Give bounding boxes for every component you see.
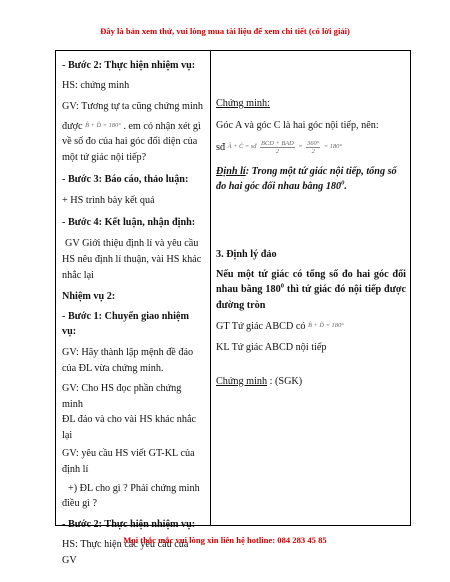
gv-converse-line1: GV: Hãy thành lập mệnh đề đảo	[62, 346, 194, 358]
gv-read-line1: GV: Cho HS đọc phần chứng minh	[62, 383, 182, 410]
teacher-student-activities-column	[62, 51, 204, 569]
gv-intro-line3: nhắc lại	[62, 269, 94, 281]
arc-measure-line: sđ Â + Ĉ = sđ $\frac{\text{BCD + BAD}}{2} = \frac{360^\circ}{2} = 180^\circ$	[216, 139, 342, 155]
column-divider	[210, 51, 211, 525]
task2-heading: Nhiệm vụ 2:	[62, 291, 116, 303]
theorem-end: .	[344, 181, 347, 193]
proof2-line	[216, 374, 406, 390]
theorem-text: : Trong một tứ giác nội tiếp, tổng số đo hai góc đối nhau bằng 180	[216, 165, 397, 193]
hs-do-text: HS: Thực hiện các yêu cầu của GV	[62, 539, 189, 567]
theorem-label: Định lí	[216, 165, 246, 177]
proof-label: Chứng minh:	[216, 98, 270, 109]
hs-present-text: + HS trình bày kết quả	[62, 195, 155, 207]
step2-heading: - Bước 2: Thực hiện nhiệm vụ:	[62, 60, 196, 71]
sd-label: sđ	[216, 142, 226, 154]
converse-degree: 0	[280, 282, 284, 290]
step1-heading: - Bước 1: Chuyển giao nhiệm vụ:	[62, 310, 189, 338]
gv-gtkl-line1: GV: yêu cầu HS viết GT-KL của	[62, 448, 195, 460]
gv-similar-line3: về số đo của hai góc đối diện của	[62, 136, 198, 148]
gv-intro-line1: GV Giới thiệu định lí và yêu cầu	[65, 238, 199, 250]
fraction-arcs-numerator: BCD + BAD	[261, 139, 294, 147]
question-line1: +) ĐL cho gì ? Phải chứng minh	[68, 482, 200, 494]
angle-sum-formula: B̂ + D̂ = 180°	[85, 121, 121, 129]
theorem-block	[216, 164, 406, 195]
gv-similar-line1: GV: Tương tự ta cũng chứng minh	[62, 101, 203, 113]
fraction-360	[306, 140, 320, 156]
converse-text-2: thì tứ giác đó nội tiếp được đường tròn	[216, 284, 406, 311]
content-column	[216, 51, 406, 389]
fraction-360-denominator: 2	[311, 147, 315, 155]
hotline-banner: Mọi thắc mắc vui lòng xin liên hệ hotline: 084 283 45 85	[123, 535, 327, 545]
gv-read-line2: ĐL đảo và cho vài HS khác nhắc lại	[62, 414, 196, 441]
theorem-degree: 0	[341, 180, 345, 188]
fraction-arcs	[260, 140, 295, 156]
gv-similar-prefix: được	[62, 120, 83, 132]
fraction-360-numerator: 360°	[307, 139, 320, 147]
gt-text: GT Tứ giác ABCD có	[216, 321, 306, 333]
gt-line	[216, 318, 406, 335]
gv-similar-suffix: . em có nhận xét gì	[123, 120, 201, 132]
gv-gtkl-line2: định lí	[62, 464, 89, 476]
converse-text-1: Nếu một tứ giác có tổng số đo hai góc đối nhau bằng 180	[216, 268, 406, 296]
sd-formula-left: Â + Ĉ = sđ	[227, 143, 257, 151]
gv-similar-line4: một tứ giác nội tiếp?	[62, 151, 147, 163]
hs-prove-text: HS: chứng minh	[62, 79, 130, 91]
step3-heading: - Bước 3: Báo cáo, thảo luận:	[62, 173, 189, 185]
gv-intro-line2: HS nêu định lí thuận, vài HS khác	[62, 253, 202, 265]
sd-result: = 180°	[323, 143, 342, 151]
step2b-heading: - Bước 2: Thực hiện nhiệm vụ:	[62, 518, 196, 530]
converse-theorem	[216, 267, 406, 314]
section3-heading: 3. Định lý đảo	[216, 249, 277, 261]
proof-line: Góc A và góc C là hai góc nội tiếp, nên:	[216, 119, 379, 131]
preview-banner: Đây là bản xem thử, vui lòng mua tài liệu để xem chi tiết (có lời giải)	[100, 26, 350, 36]
gv-similar-line2	[62, 118, 204, 135]
gv-converse-line2: của ĐL vừa chứng minh.	[62, 362, 164, 374]
fraction-arcs-denominator: 2	[275, 147, 279, 155]
gt-formula: B̂ + D̂ = 180°	[308, 322, 344, 330]
kl-line: KL Tứ giác ABCD nội tiếp	[216, 342, 327, 353]
question-line2: điều gì ?	[62, 498, 98, 510]
step4-heading: - Bước 4: Kết luận, nhận định:	[62, 216, 196, 228]
proof2-text: : (SGK)	[267, 375, 303, 387]
proof2-label: Chứng minh	[216, 375, 268, 387]
